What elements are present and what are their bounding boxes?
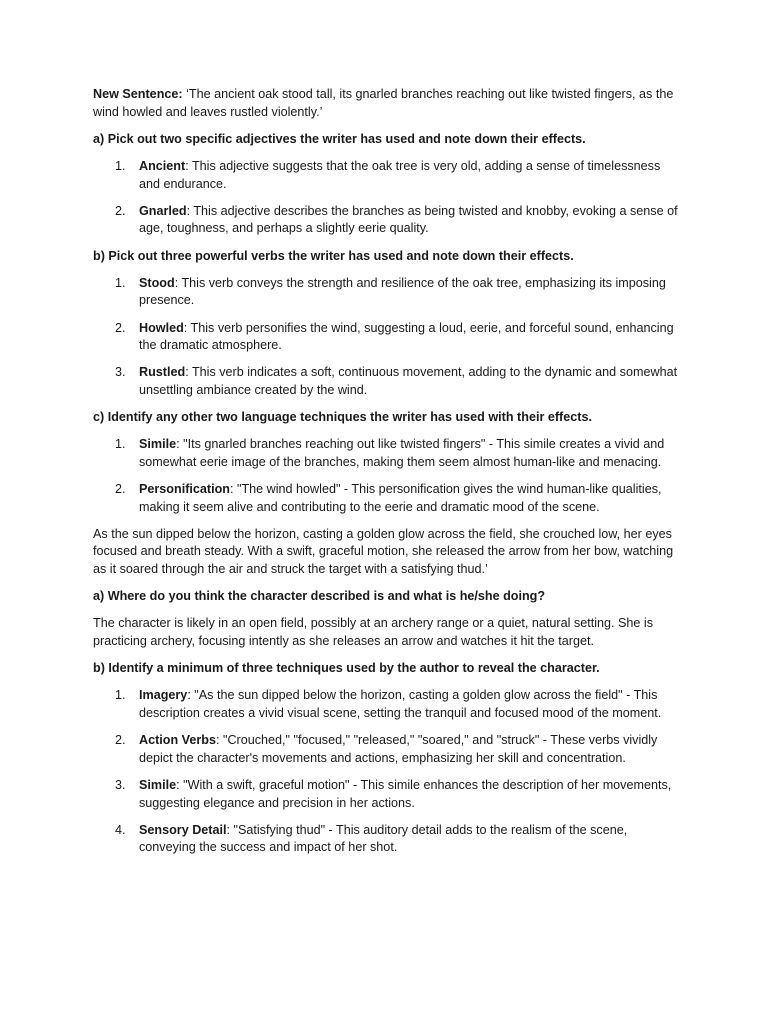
list-term: Simile [139,777,177,792]
list-number: 2. [115,320,126,335]
list-item [93,275,683,310]
question-2b-techniques: b) Identify a minimum of three techniques used by the author to reveal the character. [93,661,600,676]
list-text: : "The wind howled" - This personification gives the wind human-like qualities, making it seem alive and contributing to the eerie and dramatic mood of the scene. [139,482,662,514]
character-techniques-list [93,687,683,857]
question-2a-setting: a) Where do you think the character described is and what is he/she doing? [93,589,546,604]
list-text: : "With a swift, graceful motion" - This simile enhances the description of her movements, suggesting elegance and precision in her actions. [139,777,672,810]
list-item [93,436,683,471]
list-term: Sensory Detail [139,822,227,837]
list-term: Ancient [139,158,186,173]
list-item [93,203,683,238]
list-term: Simile [139,437,177,452]
list-number: 4. [115,822,126,837]
list-term: Imagery [139,688,188,703]
new-sentence-text: ‘The ancient oak stood tall, its gnarled branches reaching out like twisted fingers, as the wind howled and leaves rustled violently.’ [93,87,674,119]
list-text: : "Its gnarled branches reaching out like twisted fingers" - This simile creates a vivid and somewhat eerie image of the branches, making them seem almost human-like and menacing. [139,437,665,469]
list-number: 1. [115,688,126,703]
list-text: : "Crouched," "focused," "released," "soared," and "struck" - These verbs vividly depict the character's movements and actions, emphasizing her skill and concentration. [139,733,658,765]
list-text: : "As the sun dipped below the horizon, casting a golden glow across the field" - This description creates a vivid visual scene, setting the tranquil and focused mood of the moment. [139,688,662,720]
list-text: : This verb personifies the wind, suggesting a loud, eerie, and forceful sound, enhancing the dramatic atmosphere. [139,320,674,353]
list-item [93,822,683,857]
list-number: 1. [115,158,126,173]
list-term: Rustled [139,365,186,380]
list-term: Gnarled [139,203,187,218]
list-term: Stood [139,275,175,290]
question-c-techniques: c) Identify any other two language techniques the writer has used with their effects. [93,410,592,425]
list-number: 2. [115,482,126,497]
list-number: 2. [115,733,126,748]
techniques-list [93,436,683,516]
list-text: : This adjective suggests that the oak tree is very old, adding a sense of timelessness and endurance. [139,158,661,191]
list-term: Howled [139,320,184,335]
list-item [93,777,683,812]
list-item [93,732,683,767]
list-number: 3. [115,777,126,792]
list-number: 3. [115,365,126,380]
new-sentence-paragraph [93,86,683,121]
list-text: : This verb indicates a soft, continuous movement, adding to the dynamic and somewhat unsettling ambiance created by the wind. [139,365,678,397]
adjectives-list [93,158,683,238]
list-text: : This adjective describes the branches as being twisted and knobby, evoking a sense of age, toughness, and perhaps a slightly eerie quality. [139,203,678,236]
list-item [93,687,683,722]
list-number: 1. [115,275,126,290]
verbs-list [93,275,683,400]
list-term: Action Verbs [139,733,216,748]
list-item [93,320,683,355]
archery-passage: As the sun dipped below the horizon, casting a golden glow across the field, she crouched low, her eyes focused and breath steady. With a swift, graceful motion, she released the arrow from her bow, watching as it soared through the air and struck the target with a satisfying thud.’ [93,526,674,576]
answer-2a: The character is likely in an open field, possibly at an archery range or a quiet, natural setting. She is practicing archery, focusing intently as she releases an arrow and watches it hit the target. [93,616,654,648]
new-sentence-label: New Sentence: [93,87,183,101]
list-text: : This verb conveys the strength and resilience of the oak tree, emphasizing its imposing presence. [139,275,666,308]
list-number: 1. [115,437,126,452]
question-a-adjectives: a) Pick out two specific adjectives the writer has used and note down their effects. [93,131,586,146]
list-item [93,481,683,516]
list-item [93,364,683,399]
question-b-verbs: b) Pick out three powerful verbs the writer has used and note down their effects. [93,248,574,263]
list-text: : "Satisfying thud" - This auditory detail adds to the realism of the scene, conveying the success and impact of her shot. [139,822,628,855]
list-number: 2. [115,203,126,218]
list-term: Personification [139,482,230,497]
list-item [93,158,683,193]
document-page [93,86,683,866]
